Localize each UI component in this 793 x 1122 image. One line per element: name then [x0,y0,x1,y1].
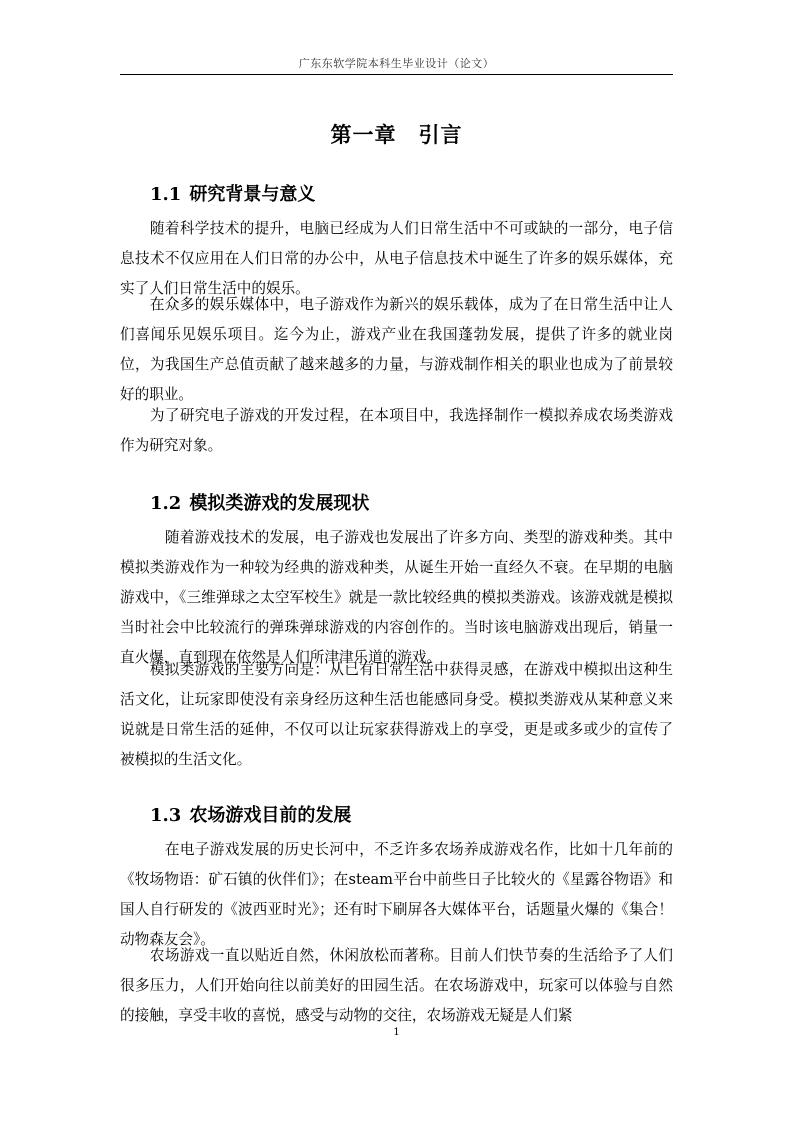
paragraph: 模拟类游戏的主要方向是：从已有日常生活中获得灵感，在游戏中模拟出这种生活文化，让玩家即使没有亲身经历这种生活也能感同身受。模拟类游戏从某种意义来说就是日常生活的延伸，不仅可以让玩家获得游戏上的享受，更是或多或少的宣传了被模拟的生活文化。 [120,661,673,768]
paragraph: 在众多的娱乐媒体中，电子游戏作为新兴的娱乐载体，成为了在日常生活中让人们喜闻乐见娱乐项目。迄今为止，游戏产业在我国蓬勃发展，提供了许多的就业岗位，为我国生产总值贡献了越来越多的力量，与游戏制作相关的职业也成为了前景较好的职业。 [120,296,673,403]
paragraph: 随着游戏技术的发展，电子游戏也发展出了许多方向、类型的游戏种类。其中模拟类游戏作为一种较为经典的游戏种类，从诞生开始一直经久不衰。在早期的电脑游戏中，《三维弹球之太空军校生》就是一款比较经典的模拟类游戏。该游戏就是模拟当时社会中比较流行的弹珠弹球游戏的内容创作的。当时该电脑游戏出现后，销量一直火爆，直到现在依然是人们所津津乐道的游戏。 [120,529,673,666]
page-header-rule [120,74,673,75]
section-title: 模拟类游戏的发展现状 [189,493,370,514]
section-number: 1.1 [150,184,182,205]
paragraph: 在电子游戏发展的历史长河中，不乏许多农场养成游戏名作，比如十几年前的《牧场物语：矿石镇的伙伴们》；在steam平台中前些日子比较火的《星露谷物语》和国人自行研发的《波西亚时光》；还有时下刷屏各大媒体平台，话题量火爆的《集合！动物森友会》。 [120,841,673,948]
paragraph: 为了研究电子游戏的开发过程，在本项目中，我选择制作一模拟养成农场类游戏作为研究对象。 [120,407,673,454]
section-heading-1-3 [150,801,351,827]
paragraph: 农场游戏一直以贴近自然，休闲放松而著称。目前人们快节奏的生活给予了人们很多压力，人们开始向往以前美好的田园生活。在农场游戏中，玩家可以体验与自然的接触，享受丰收的喜悦，感受与动物的交往，农场游戏无疑是人们紧 [120,947,673,1024]
page-number: 1 [393,1027,400,1038]
section-title: 研究背景与意义 [189,184,316,205]
section-title: 农场游戏目前的发展 [189,805,352,826]
section-number: 1.3 [150,805,182,826]
section-heading-1-2 [150,489,369,515]
page-header-text: 广东东软学院本科生毕业设计（论文） [298,57,495,70]
chapter-title: 第一章 引言 [330,123,463,147]
paragraph: 随着科学技术的提升，电脑已经成为人们日常生活中不可或缺的一部分，电子信息技术不仅应用在人们日常的办公中，从电子信息技术中诞生了许多的娱乐媒体，充实了人们日常生活中的娱乐。 [120,220,673,297]
section-number: 1.2 [150,493,182,514]
section-heading-1-1 [150,180,315,206]
